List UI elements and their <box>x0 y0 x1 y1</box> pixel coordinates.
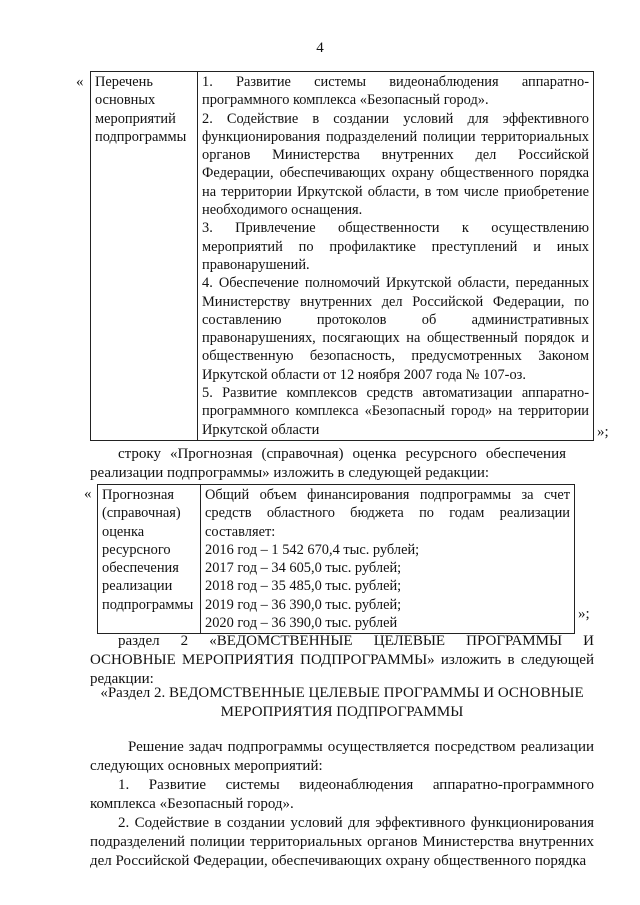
open-quote: « <box>84 486 92 502</box>
activity-item: 4. Обеспечение полномочий Иркутской области, переданных Министерству внутренних дел Российской Федерации, по составлению протоколов об административных правонарушениях, посягающих на общественный порядок и общественную безопасность, предусмотренных Законом Иркутской области от 12 ноября 2007 года № 107-оз. <box>202 275 589 383</box>
page-number: 4 <box>316 40 324 56</box>
body-paragraph: Решение задач подпрограммы осуществляется посредством реализации следующих основных мероприятий: <box>90 739 594 774</box>
paragraph-stroka: строку «Прогнозная (справочная) оценка ресурсного обеспечения реализации подпрограммы» изложить в следующей редакции: <box>90 446 566 481</box>
paragraph-razdel: раздел 2 «ВЕДОМСТВЕННЫЕ ЦЕЛЕВЫЕ ПРОГРАММЫ И ОСНОВНЫЕ МЕРОПРИЯТИЯ ПОДПРОГРАММЫ» изложить в следующей редакции: <box>90 633 594 687</box>
activities-list <box>198 72 594 441</box>
body-text <box>90 738 594 871</box>
funding-year: 2018 год – 35 485,0 тыс. рублей; <box>205 578 402 595</box>
funding-intro: Общий объем финансирования подпрограммы за счет средств областного бюджета по годам реализации составляет: <box>205 487 570 540</box>
close-quote: »; <box>597 424 609 440</box>
body-paragraph: 2. Содействие в создании условий для эффективного функционирования подразделений полиции территориальных органов Министерства внутренних дел Российской Федерации, обеспечивающих охрану общественного порядка <box>90 815 594 869</box>
body-paragraph: 1. Развитие системы видеонаблюдения аппаратно-программного комплекса «Безопасный город». <box>90 777 594 812</box>
activities-table <box>90 71 594 441</box>
funding-year: 2020 год – 36 390,0 тыс. рублей <box>205 615 398 632</box>
open-quote: « <box>76 74 84 90</box>
activity-item: 3. Привлечение общественности к осуществлению мероприятий по профилактике преступлений и иных правонарушений. <box>202 220 589 273</box>
activity-item: 5. Развитие комплексов средств автоматизации аппаратно-программного комплекса «Безопасный город» на территории Иркутской области <box>202 385 589 438</box>
activity-item: 2. Содействие в создании условий для эффективного функционирования подразделений полиции территориальных органов Министерства внутренних дел Российской Федерации, обеспечивающих охрану общественного порядка на территории Иркутской области, в том числе приобретение необходимого оснащения. <box>202 110 589 219</box>
funding-label: Прогнозная (справочная) оценка ресурсного обеспечения реализации подпрограммы <box>98 485 201 634</box>
close-quote: »; <box>578 606 590 622</box>
funding-year: 2017 год – 34 605,0 тыс. рублей; <box>205 560 402 577</box>
funding-content <box>201 485 575 634</box>
activity-item: 1. Развитие системы видеонаблюдения аппаратно-программного комплекса «Безопасный город». <box>202 74 589 109</box>
funding-year: 2016 год – 1 542 670,4 тыс. рублей; <box>205 541 420 558</box>
funding-table <box>97 484 575 634</box>
funding-year: 2019 год – 36 390,0 тыс. рублей; <box>205 596 402 613</box>
activities-label: Перечень основных мероприятий подпрограммы <box>91 72 198 441</box>
section-heading: «Раздел 2. ВЕДОМСТВЕННЫЕ ЦЕЛЕВЫЕ ПРОГРАММЫ И ОСНОВНЫЕ МЕРОПРИЯТИЯ ПОДПРОГРАММЫ <box>100 685 584 720</box>
